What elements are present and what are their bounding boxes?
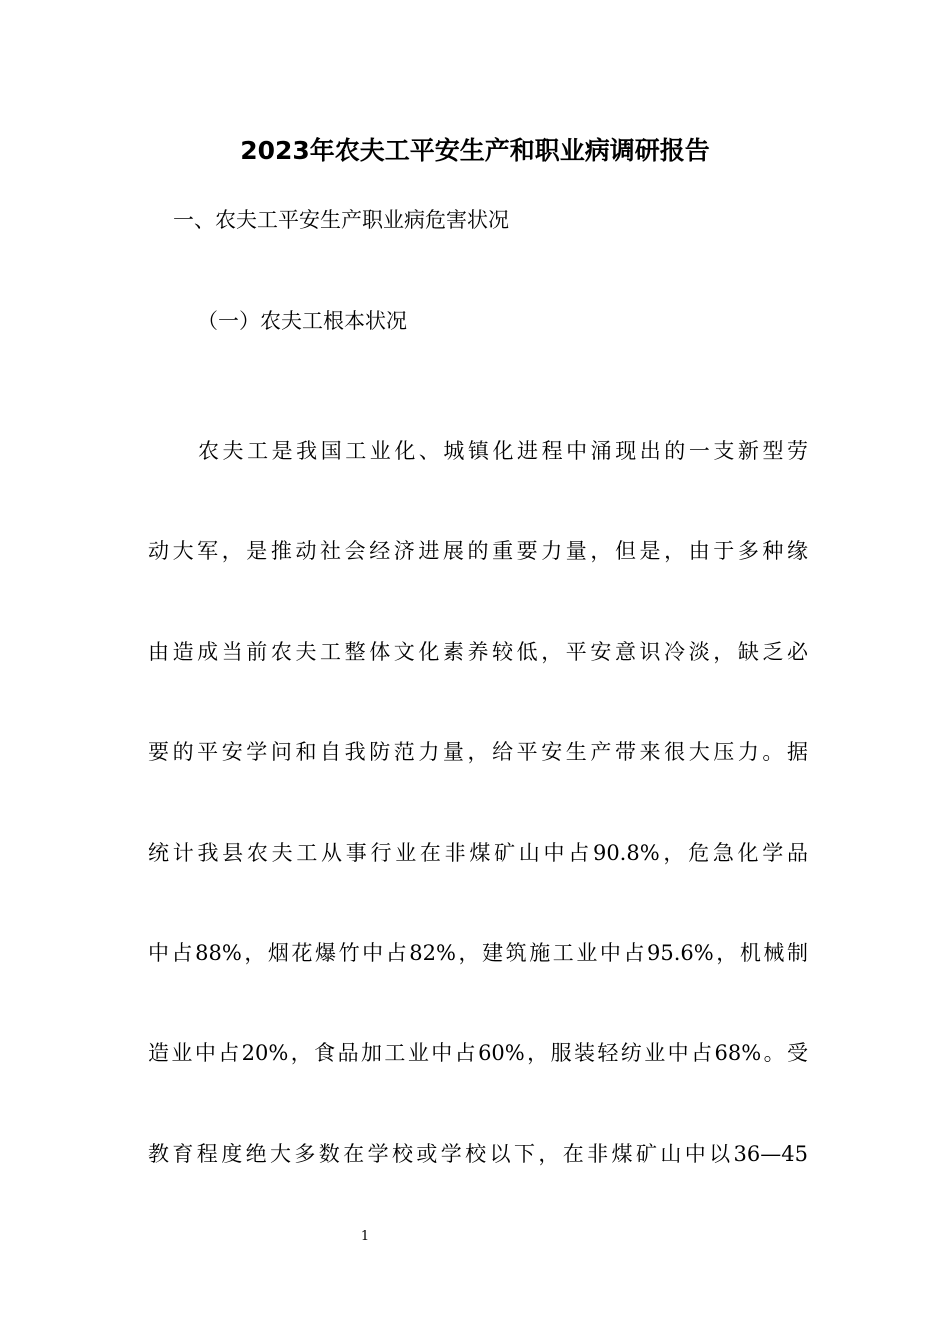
- page-number: 1: [360, 1229, 370, 1244]
- body-line: 要的平安学问和自我防范力量，给平安生产带来很大压力。据: [148, 740, 808, 765]
- body-line: 造业中占20%，食品加工业中占60%，服装轻纺业中占68%。受: [148, 1041, 808, 1066]
- body-paragraph: [148, 401, 808, 1204]
- body-line: 中占88%，烟花爆竹中占82%，建筑施工业中占95.6%，机械制: [148, 941, 808, 966]
- subsection-heading: （一）农夫工根本状况: [197, 309, 407, 333]
- body-line: 教育程度绝大多数在学校或学校以下，在非煤矿山中以36—45: [148, 1141, 808, 1166]
- body-line: 动大军，是推动社会经济进展的重要力量，但是，由于多种缘: [148, 539, 808, 564]
- document-title: 2023年农夫工平安生产和职业病调研报告: [240, 136, 710, 165]
- body-line: 由造成当前农夫工整体文化素养较低，平安意识冷淡，缺乏必: [148, 639, 808, 664]
- section-heading: 一、农夫工平安生产职业病危害状况: [173, 208, 509, 232]
- body-line: 农夫工是我国工业化、城镇化进程中涌现出的一支新型劳: [198, 439, 808, 463]
- body-line: 统计我县农夫工从事行业在非煤矿山中占90.8%，危急化学品: [148, 840, 808, 865]
